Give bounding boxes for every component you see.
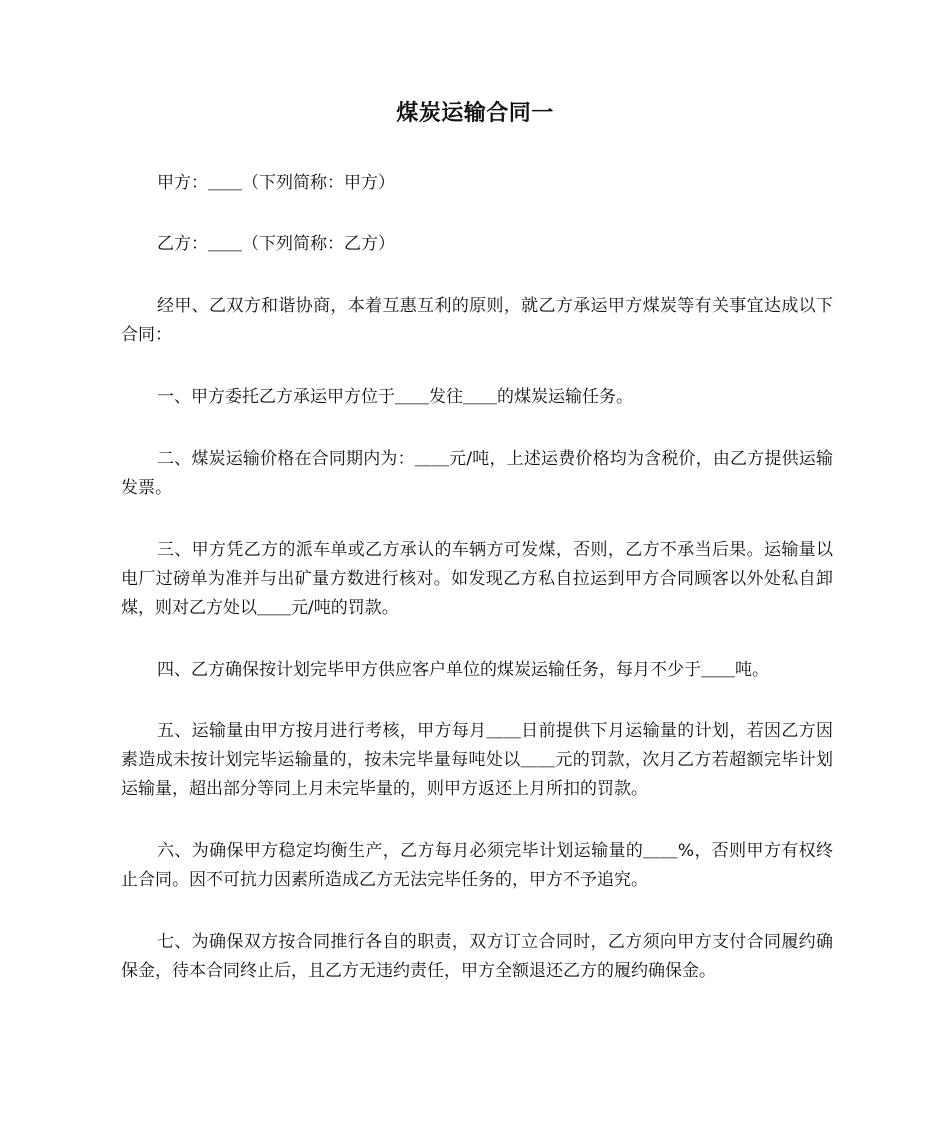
party-a-line: 甲方：＿＿（下列简称：甲方）: [157, 173, 395, 193]
clause-7: 七、为确保双方按合同推行各自的职责，双方订立合同时，乙方须向甲方支付合同履约确保金，待本合同终止后，且乙方无违约责任，甲方全额退还乙方的履约确保金。: [121, 932, 833, 981]
clause-5: 五、运输量由甲方按月进行考核，甲方每月＿＿日前提供下月运输量的计划，若因乙方因素造成未按计划完毕运输量的，按未完毕量每吨处以＿＿元的罚款，次月乙方若超额完毕计划运输量，超出部分等同上月未完毕量的，则甲方返还上月所扣的罚款。: [121, 721, 833, 799]
document-title: 煤炭运输合同一: [396, 101, 554, 126]
party-b-line: 乙方：＿＿（下列简称：乙方）: [157, 234, 395, 254]
preamble-paragraph: 经甲、乙双方和谐协商，本着互惠互利的原则，就乙方承运甲方煤炭等有关事宜达成以下合同：: [121, 296, 833, 345]
clause-4: 四、乙方确保按计划完毕甲方供应客户单位的煤炭运输任务，每月不少于＿＿吨。: [157, 660, 769, 680]
clause-1: 一、甲方委托乙方承运甲方位于＿＿发往＿＿的煤炭运输任务。: [157, 387, 633, 407]
clause-2: 二、煤炭运输价格在合同期内为：＿＿元/吨，上述运费价格均为含税价，由乙方提供运输发票。: [121, 449, 833, 498]
clause-6: 六、为确保甲方稳定均衡生产，乙方每月必须完毕计划运输量的＿＿%，否则甲方有权终止合同。因不可抗力因素所造成乙方无法完毕任务的，甲方不予追究。: [121, 841, 833, 890]
clause-3: 三、甲方凭乙方的派车单或乙方承认的车辆方可发煤，否则，乙方不承当后果。运输量以电厂过磅单为准并与出矿量方数进行核对。如发现乙方私自拉运到甲方合同顾客以外处私自卸煤，则对乙方处以＿＿元/吨的罚款。: [121, 540, 833, 618]
